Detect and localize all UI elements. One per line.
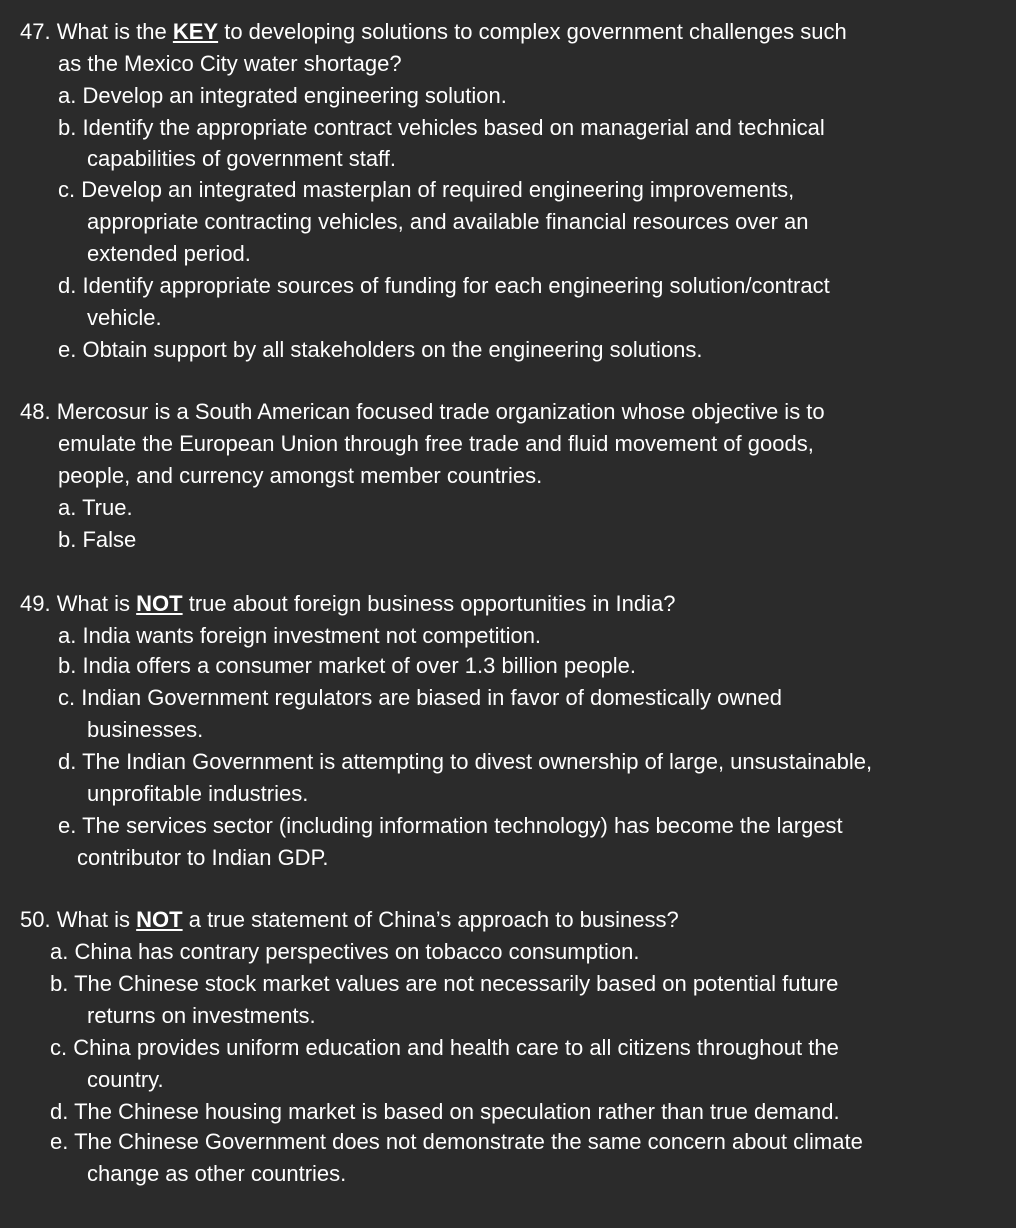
question-47-option-d-cont: vehicle. (87, 305, 162, 330)
question-50-option-d: d. The Chinese housing market is based on speculation rather than true demand. (50, 1099, 840, 1124)
question-50-option-e-cont: change as other countries. (87, 1161, 347, 1186)
question-49-option-e-cont: contributor to Indian GDP. (77, 845, 329, 870)
question-47-option-b-cont: capabilities of government staff. (87, 146, 396, 171)
question-47-option-c-cont-2: extended period. (87, 241, 251, 266)
keyword-not: NOT (136, 591, 183, 616)
question-49-option-d-cont: unprofitable industries. (87, 781, 309, 806)
question-47-line-1: 47. What is the KEY to developing solutions to complex government challenges such (20, 19, 847, 44)
question-50-option-c: c. China provides uniform education and health care to all citizens throughout the (50, 1035, 839, 1060)
question-50-option-b: b. The Chinese stock market values are not necessarily based on potential future (50, 971, 839, 996)
question-47-option-c: c. Develop an integrated masterplan of required engineering improvements, (58, 177, 795, 202)
question-49-option-d: d. The Indian Government is attempting to divest ownership of large, unsustainable, (58, 749, 873, 774)
question-49-option-c: c. Indian Government regulators are biased in favor of domestically owned (58, 685, 782, 710)
question-47-option-d: d. Identify appropriate sources of funding for each engineering solution/contract (58, 273, 830, 298)
question-47-option-c-cont-1: appropriate contracting vehicles, and available financial resources over an (87, 209, 809, 234)
question-48-line-3: people, and currency amongst member countries. (58, 463, 543, 488)
keyword-key: KEY (172, 19, 219, 44)
question-49-option-a: a. India wants foreign investment not competition. (58, 623, 542, 648)
question-47-option-e: e. Obtain support by all stakeholders on the engineering solutions. (58, 337, 703, 362)
question-50-option-a: a. China has contrary perspectives on tobacco consumption. (50, 939, 640, 964)
question-48-line-1: 48. Mercosur is a South American focused trade organization whose objective is to (20, 399, 825, 424)
question-50-option-b-cont: returns on investments. (87, 1003, 316, 1028)
question-50-option-c-cont: country. (87, 1067, 164, 1092)
question-49-line-1: 49. What is NOT true about foreign business opportunities in India? (20, 591, 676, 616)
question-48-option-b: b. False (58, 527, 137, 552)
keyword-not: NOT (136, 907, 183, 932)
question-49-option-e: e. The services sector (including information technology) has become the largest (58, 813, 843, 838)
question-47-line-2: as the Mexico City water shortage? (58, 51, 402, 76)
question-50-line-1: 50. What is NOT a true statement of China’s approach to business? (20, 907, 679, 932)
question-50-option-e: e. The Chinese Government does not demonstrate the same concern about climate (50, 1129, 863, 1154)
question-49-option-c-cont: businesses. (87, 717, 204, 742)
question-49-option-b: b. India offers a consumer market of over 1.3 billion people. (58, 653, 637, 678)
question-48-line-2: emulate the European Union through free trade and fluid movement of goods, (58, 431, 814, 456)
question-47-option-b: b. Identify the appropriate contract vehicles based on managerial and technical (58, 115, 825, 140)
question-48-option-a: a. True. (58, 495, 133, 520)
question-47-option-a: a. Develop an integrated engineering solution. (58, 83, 507, 108)
